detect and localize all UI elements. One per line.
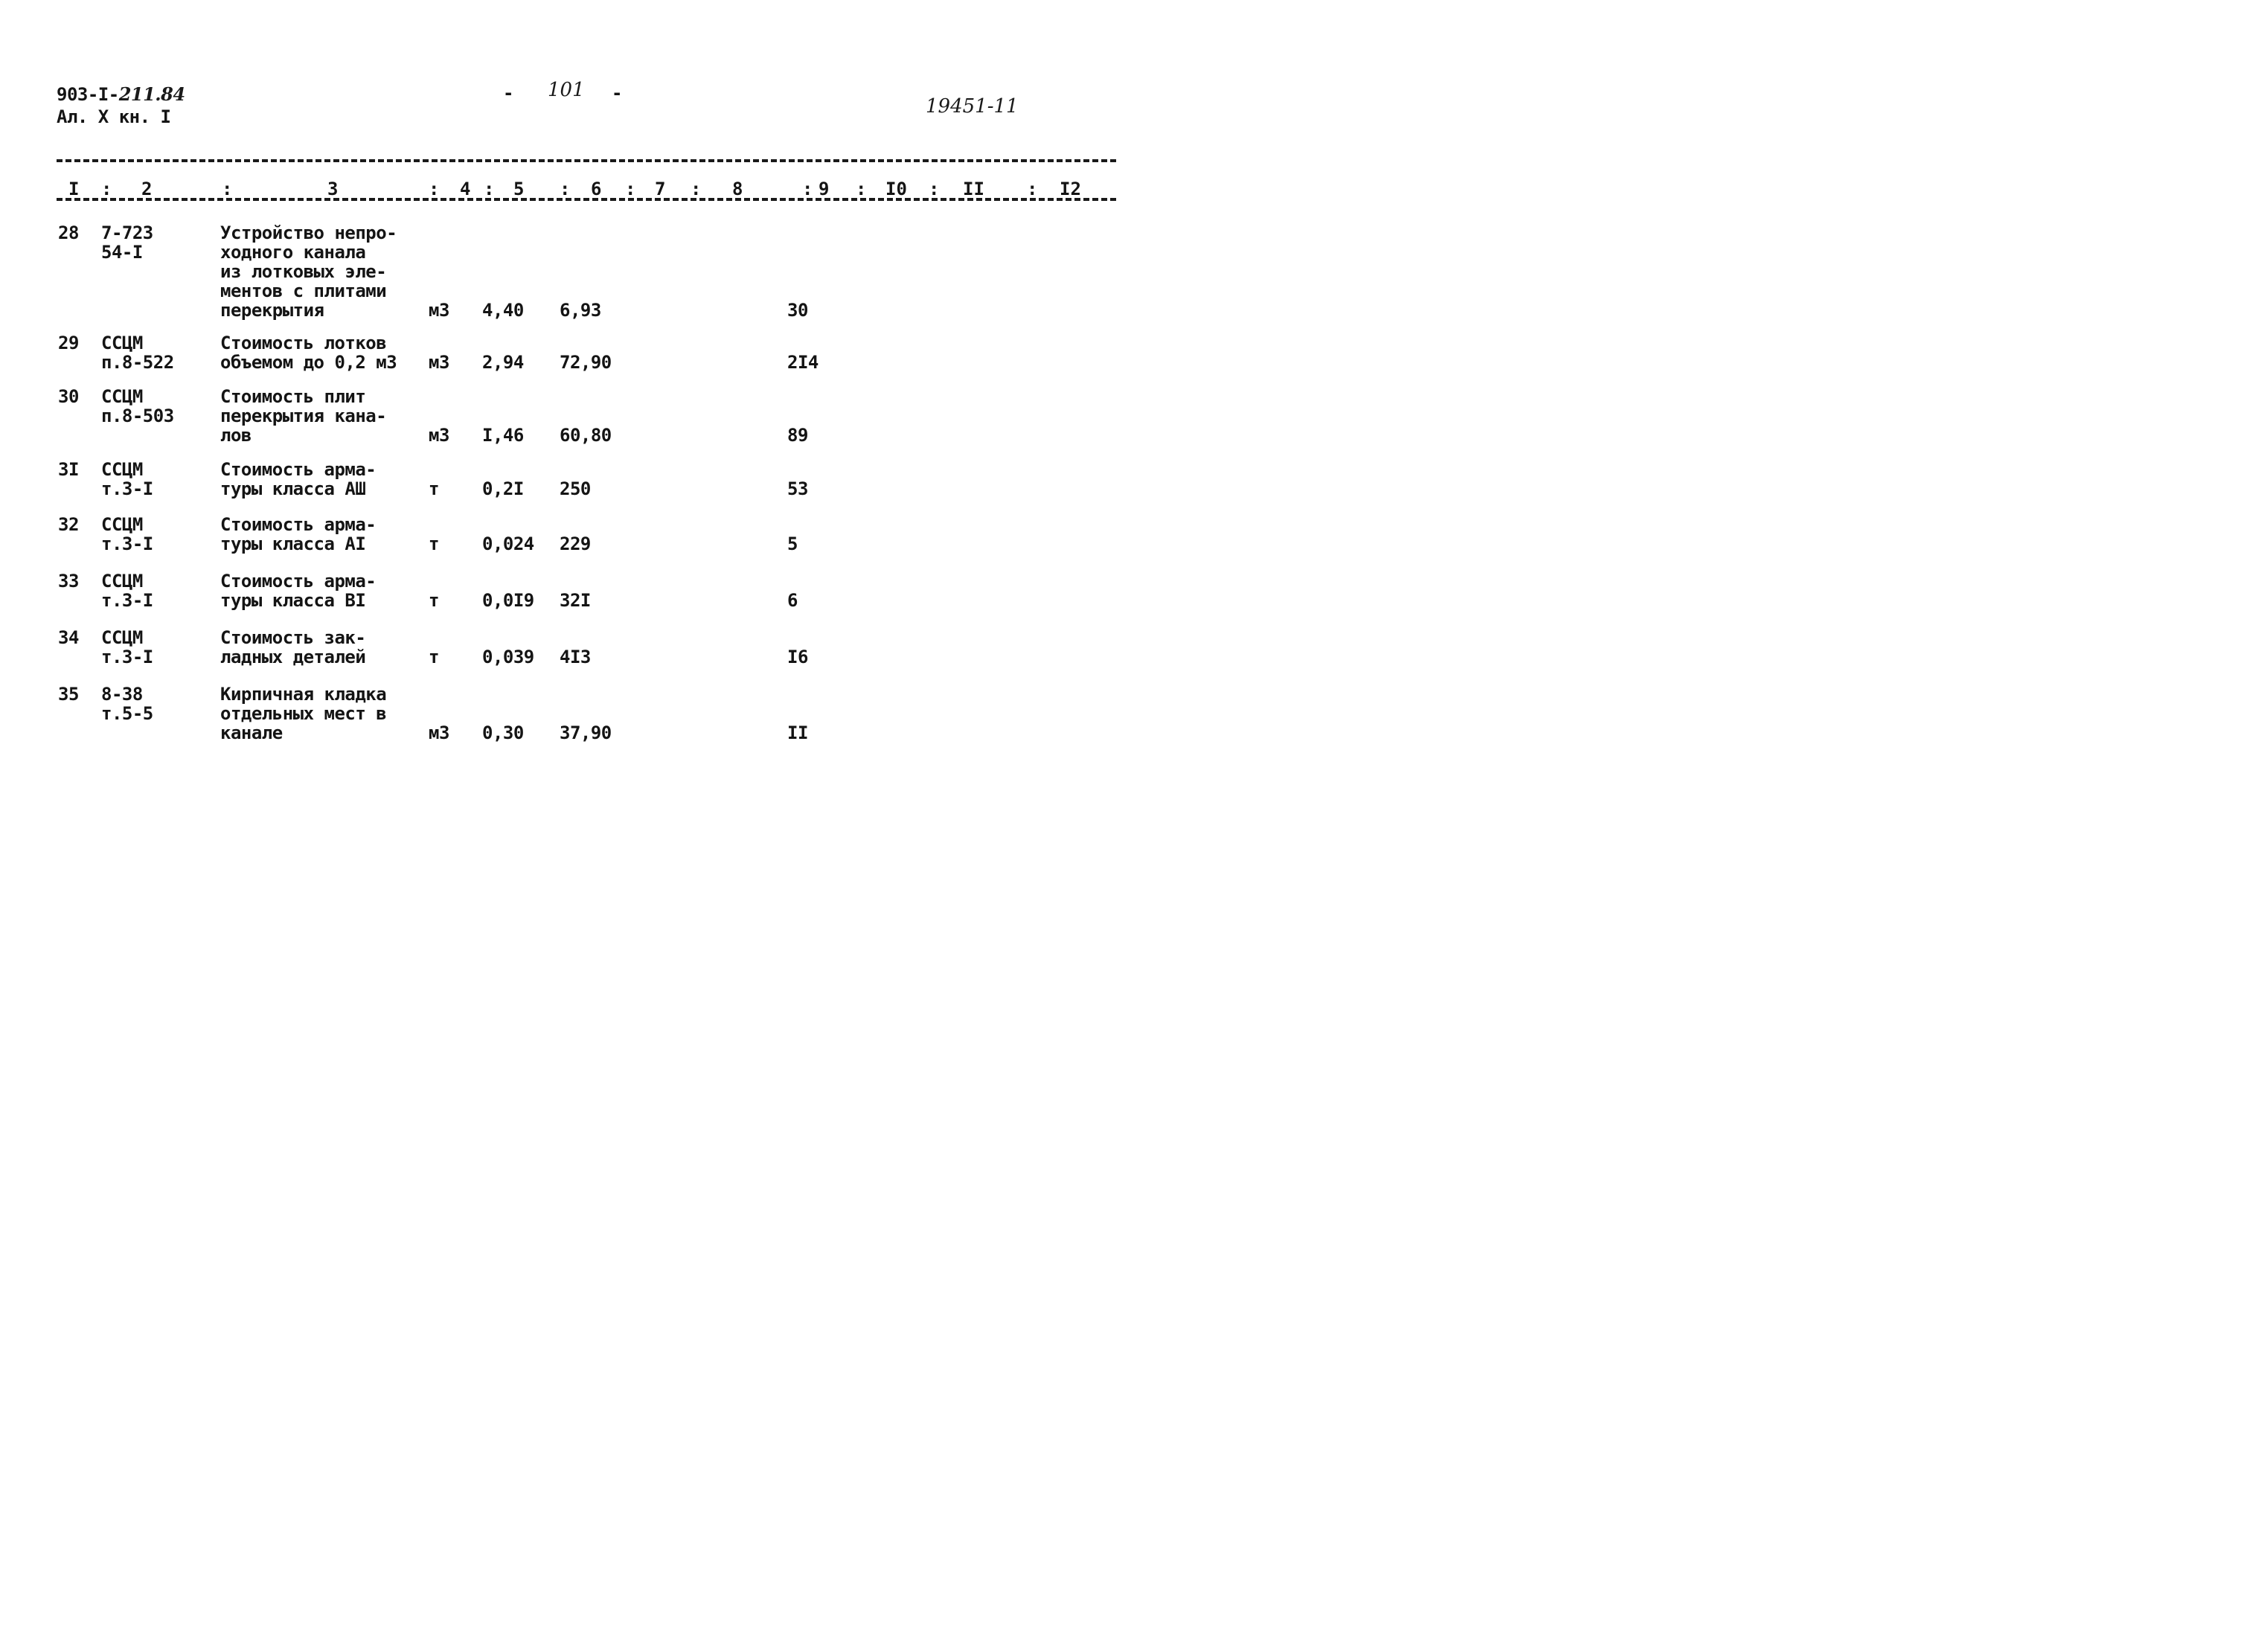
column-separator: : xyxy=(222,179,233,199)
row-code-line: ССЦМ xyxy=(101,627,143,648)
row-description-line: Стоимость плит xyxy=(220,386,366,407)
row-unit: м3 xyxy=(429,300,449,321)
column-header-9: 9 xyxy=(819,179,830,199)
row-code-line: ССЦМ xyxy=(101,333,143,353)
header-bottom-rule xyxy=(57,198,1116,201)
column-separator: : xyxy=(929,179,940,199)
column-header-3: 3 xyxy=(327,179,339,199)
row-quantity: 4,40 xyxy=(482,300,524,321)
row-unit: м3 xyxy=(429,352,449,373)
row-total-cost: II xyxy=(787,722,808,743)
row-unit: т xyxy=(429,590,439,611)
row-number: 30 xyxy=(58,386,79,407)
row-description-line: объемом до 0,2 м3 xyxy=(220,352,397,373)
row-number: 3I xyxy=(58,459,79,480)
row-description-line: ментов с плитами xyxy=(220,281,387,301)
row-total-cost: 5 xyxy=(787,533,798,554)
page-number-dash-left: - xyxy=(503,83,513,103)
row-quantity: 0,039 xyxy=(482,647,534,667)
column-separator: : xyxy=(429,179,440,199)
column-header-8: 8 xyxy=(732,179,743,199)
row-quantity: 0,0I9 xyxy=(482,590,534,611)
row-unit-price: 250 xyxy=(560,478,591,499)
column-header-11: II xyxy=(963,179,984,199)
row-unit: м3 xyxy=(429,722,449,743)
row-description-line: лов xyxy=(220,425,252,446)
row-total-cost: 53 xyxy=(787,478,808,499)
row-code-line: ССЦМ xyxy=(101,514,143,535)
row-quantity: I,46 xyxy=(482,425,524,446)
row-description-line: Стоимость арма- xyxy=(220,571,377,592)
album-label: Ал. X кн. I xyxy=(57,106,171,127)
row-code-line: ССЦМ xyxy=(101,571,143,592)
header-top-rule xyxy=(57,159,1116,162)
column-separator: : xyxy=(484,179,495,199)
page-number-dash-right: - xyxy=(612,83,622,103)
row-code-line: п.8-503 xyxy=(101,406,174,426)
row-description-line: Устройство непро- xyxy=(220,222,397,243)
row-description-line: перекрытия xyxy=(220,300,324,321)
row-description-line: туры класса АI xyxy=(220,533,366,554)
row-number: 33 xyxy=(58,571,79,592)
document-code-handwritten: 211.84 xyxy=(118,83,185,105)
row-description-line: Стоимость арма- xyxy=(220,514,377,535)
column-header-7: 7 xyxy=(655,179,666,199)
row-description-line: Стоимость зак- xyxy=(220,627,366,648)
column-header-4: 4 xyxy=(460,179,471,199)
row-unit-price: 72,90 xyxy=(560,352,612,373)
inventory-number: 19451-11 xyxy=(926,95,1019,118)
row-unit-price: 60,80 xyxy=(560,425,612,446)
row-quantity: 2,94 xyxy=(482,352,524,373)
row-quantity: 0,30 xyxy=(482,722,524,743)
row-total-cost: I6 xyxy=(787,647,808,667)
row-number: 32 xyxy=(58,514,79,535)
row-total-cost: 2I4 xyxy=(787,352,819,373)
row-description-line: Кирпичная кладка xyxy=(220,684,387,705)
column-separator: : xyxy=(101,179,112,199)
column-header-1: I xyxy=(68,179,80,199)
row-code-line: ССЦМ xyxy=(101,459,143,480)
row-code-line: ССЦМ xyxy=(101,386,143,407)
row-unit-price: 229 xyxy=(560,533,591,554)
row-unit-price: 32I xyxy=(560,590,591,611)
row-unit-price: 4I3 xyxy=(560,647,591,667)
row-unit: т xyxy=(429,478,439,499)
row-code-line: т.3-I xyxy=(101,590,153,611)
row-number: 34 xyxy=(58,627,79,648)
page-number: 101 xyxy=(548,79,585,101)
column-header-10: I0 xyxy=(885,179,907,199)
row-unit: м3 xyxy=(429,425,449,446)
column-header-5: 5 xyxy=(513,179,525,199)
row-description-line: ладных деталей xyxy=(220,647,366,667)
document-code-typed: 903-I- xyxy=(57,84,119,105)
row-number: 29 xyxy=(58,333,79,353)
row-code-line: 7-723 xyxy=(101,222,153,243)
column-separator: : xyxy=(1027,179,1038,199)
row-total-cost: 6 xyxy=(787,590,798,611)
row-number: 35 xyxy=(58,684,79,705)
row-code-line: т.3-I xyxy=(101,647,153,667)
column-header-6: 6 xyxy=(591,179,602,199)
column-separator: : xyxy=(560,179,571,199)
row-total-cost: 30 xyxy=(787,300,808,321)
row-description-line: из лотковых эле- xyxy=(220,261,387,282)
row-description-line: канале xyxy=(220,722,283,743)
row-code-line: т.5-5 xyxy=(101,703,153,724)
row-description-line: ходного канала xyxy=(220,242,366,263)
row-description-line: отдельных мест в xyxy=(220,703,387,724)
row-code-line: 54-I xyxy=(101,242,143,263)
row-description-line: Стоимость лотков xyxy=(220,333,387,353)
row-description-line: туры класса ВI xyxy=(220,590,366,611)
column-separator: : xyxy=(625,179,636,199)
column-separator: : xyxy=(691,179,702,199)
row-unit: т xyxy=(429,647,439,667)
column-header-12: I2 xyxy=(1060,179,1081,199)
row-quantity: 0,024 xyxy=(482,533,534,554)
row-unit-price: 6,93 xyxy=(560,300,601,321)
row-code-line: т.3-I xyxy=(101,533,153,554)
column-header-2: 2 xyxy=(141,179,153,199)
row-description-line: перекрытия кана- xyxy=(220,406,387,426)
document-page xyxy=(0,0,1167,836)
row-number: 28 xyxy=(58,222,79,243)
row-description-line: туры класса АШ xyxy=(220,478,366,499)
column-separator: : xyxy=(802,179,813,199)
row-code-line: т.3-I xyxy=(101,478,153,499)
row-unit: т xyxy=(429,533,439,554)
row-description-line: Стоимость арма- xyxy=(220,459,377,480)
row-quantity: 0,2I xyxy=(482,478,524,499)
row-total-cost: 89 xyxy=(787,425,808,446)
row-unit-price: 37,90 xyxy=(560,722,612,743)
column-separator: : xyxy=(856,179,867,199)
row-code-line: 8-38 xyxy=(101,684,143,705)
document-code xyxy=(57,85,185,104)
row-code-line: п.8-522 xyxy=(101,352,174,373)
